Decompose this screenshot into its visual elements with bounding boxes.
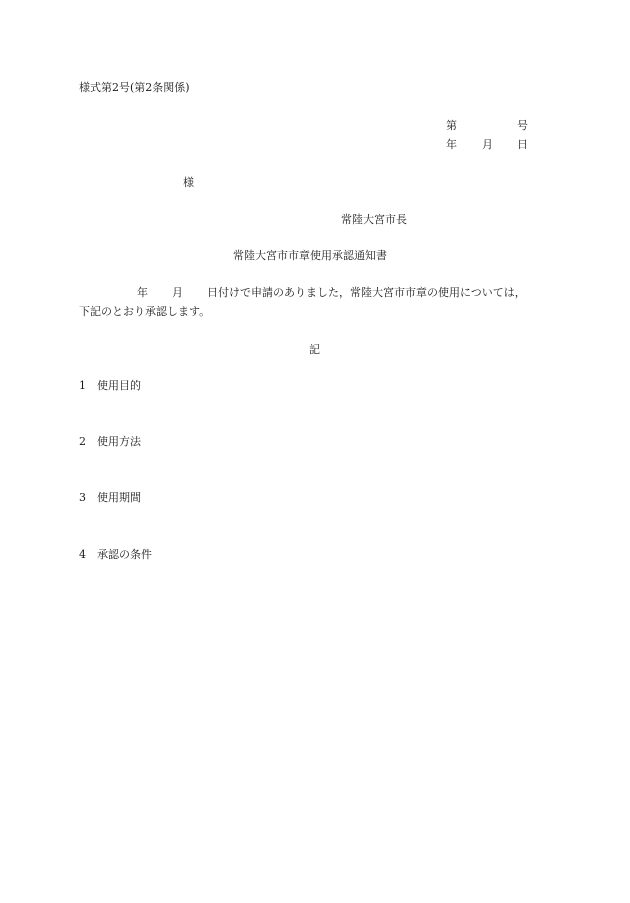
body-line-2: 下記のとおり承認します。 bbox=[79, 305, 211, 318]
item-label: 使用期間 bbox=[97, 491, 141, 504]
list-item bbox=[79, 380, 141, 391]
item-number: 2 bbox=[79, 435, 86, 448]
reference-dai: 第 bbox=[446, 119, 457, 132]
body-line-1-text: 日付けで申請のありました，常陸大宮市市章の使用については， bbox=[207, 286, 526, 299]
reference-go: 号 bbox=[517, 119, 528, 132]
date-month: 月 bbox=[482, 138, 493, 151]
body-line-1 bbox=[79, 287, 526, 298]
document-title: 常陸大宮市市章使用承認通知書 bbox=[233, 249, 387, 262]
ki-heading: 記 bbox=[309, 343, 320, 356]
item-number: 4 bbox=[79, 548, 86, 561]
issuer-name: 常陸大宮市長 bbox=[341, 213, 407, 226]
date-year: 年 bbox=[446, 138, 457, 151]
list-item bbox=[79, 492, 141, 503]
item-label: 承認の条件 bbox=[97, 548, 152, 561]
date-day: 日 bbox=[517, 138, 528, 151]
form-number: 様式第2号(第2条関係) bbox=[79, 81, 190, 94]
item-label: 使用方法 bbox=[97, 435, 141, 448]
item-number: 3 bbox=[79, 491, 86, 504]
body-year: 年 bbox=[137, 286, 148, 299]
list-item bbox=[79, 436, 141, 447]
item-number: 1 bbox=[79, 379, 86, 392]
body-month: 月 bbox=[172, 286, 183, 299]
addressee-suffix: 様 bbox=[183, 176, 194, 189]
list-item bbox=[79, 549, 152, 560]
item-label: 使用目的 bbox=[97, 379, 141, 392]
